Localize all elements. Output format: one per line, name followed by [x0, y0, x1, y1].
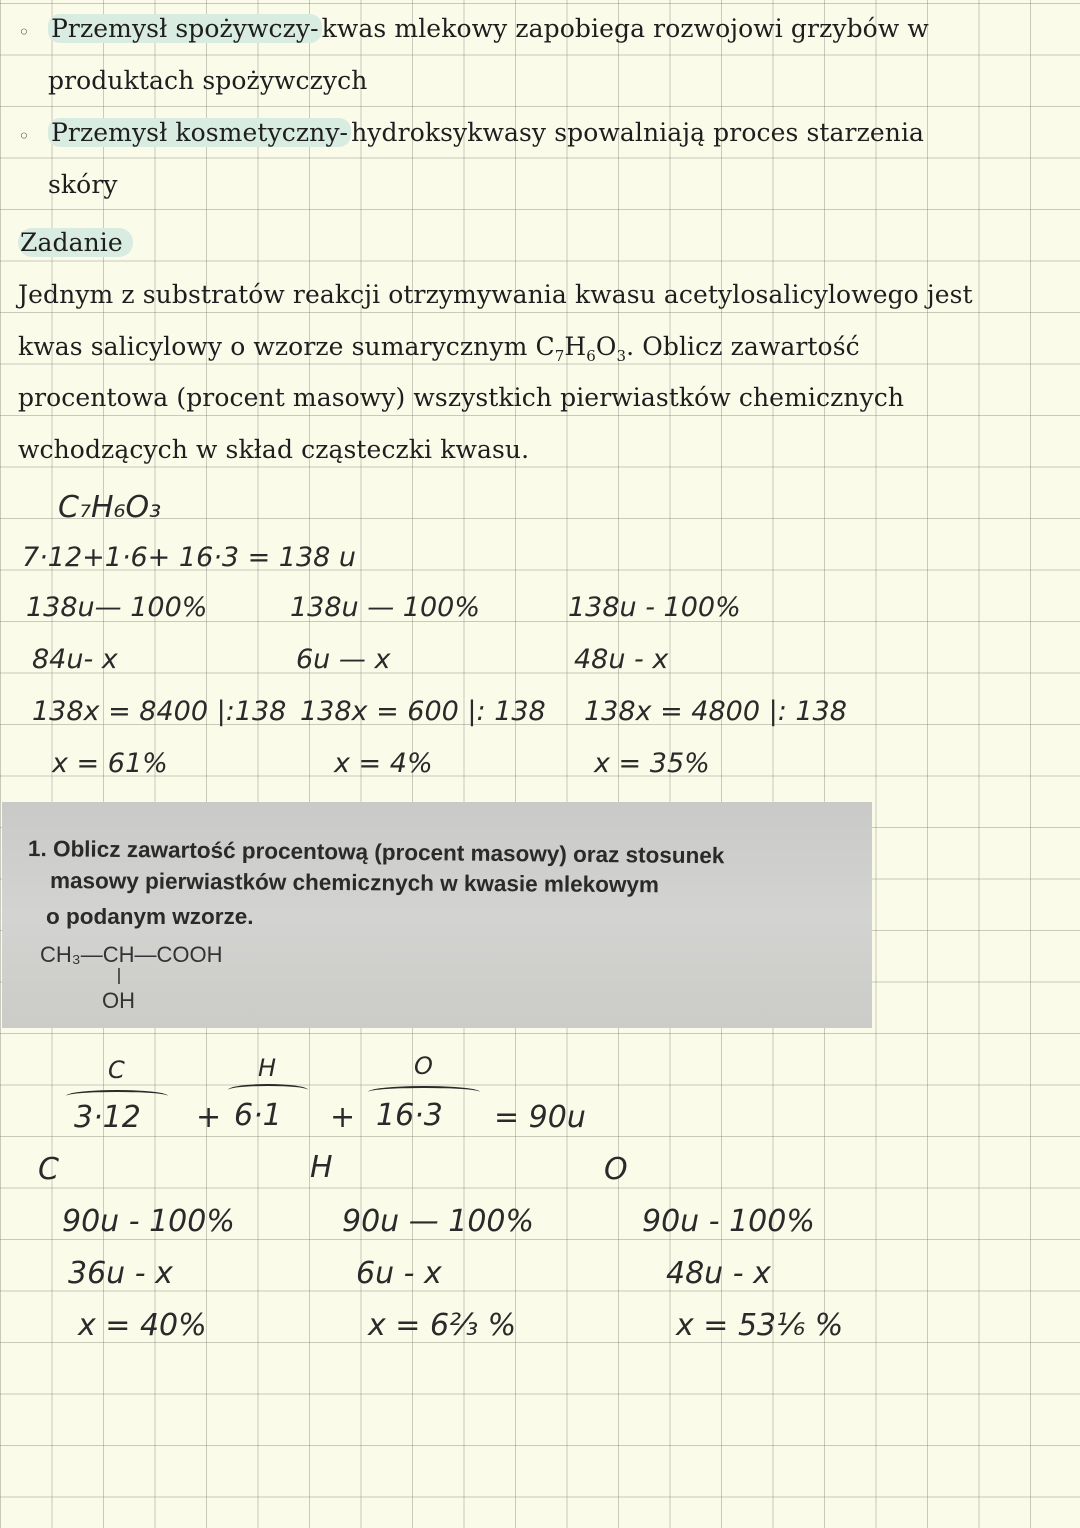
- bond-line: [118, 968, 120, 984]
- hw-label-h: H: [258, 1054, 277, 1082]
- hw-c3-a: 138u - 100%: [568, 592, 741, 623]
- hw-term-o: 16·3: [376, 1098, 443, 1133]
- hw-c3-b: 48u - x: [574, 644, 669, 675]
- hw-c3-d: x = 35%: [594, 748, 710, 779]
- hw-formula: C₇H₆O₃: [58, 490, 162, 525]
- hw-c1-c: 138x = 8400 |:138: [32, 696, 287, 727]
- brace-o: [368, 1086, 480, 1098]
- lactic-formula-oh: OH: [102, 988, 135, 1013]
- highlight: Przemysł kosmetyczny-: [48, 118, 351, 147]
- hw-c1-a: 138u— 100%: [26, 592, 208, 623]
- task-line-2-tail: . Oblicz zawartość: [626, 332, 860, 361]
- hw-c1-b: 84u- x: [32, 644, 118, 675]
- hw-c2-c: 138x = 600 |: 138: [300, 696, 546, 727]
- hw2-c3-b: 48u - x: [666, 1256, 771, 1291]
- hw-col-o: O: [604, 1152, 628, 1187]
- hw-plus-1: +: [196, 1100, 222, 1135]
- task-line-4: wchodzących w skład cząsteczki kwasu.: [18, 435, 530, 464]
- highlight: Przemysł spożywczy-: [48, 14, 322, 43]
- hw-molar-sum: 7·12+1·6+ 16·3 = 138 u: [22, 542, 357, 573]
- task-heading-text: Zadanie: [18, 228, 133, 257]
- hw2-c1-b: 36u - x: [68, 1256, 173, 1291]
- hw2-c3-c: x = 53⅙ %: [676, 1308, 844, 1343]
- task-line-1: Jednym z substratów reakcji otrzymywania kwasu acetylosalicylowego jest: [18, 280, 973, 309]
- hw-plus-2: +: [330, 1100, 356, 1135]
- textbook-photo: [2, 802, 872, 1028]
- hw-c2-d: x = 4%: [334, 748, 433, 779]
- lactic-formula-top: CH₃—CH—COOH: [40, 942, 223, 967]
- question-line-3: o podanym wzorze.: [46, 904, 254, 929]
- question-line-2: masowy pierwiastków chemicznych w kwasie mlekowym: [49, 868, 660, 898]
- brace-h: [228, 1084, 308, 1096]
- hw2-c1-c: x = 40%: [78, 1308, 207, 1343]
- hw2-c2-b: 6u - x: [356, 1256, 442, 1291]
- bullet-line-2: produktach spożywczych: [48, 66, 368, 95]
- task-line-2: [18, 332, 860, 365]
- bullet-line: [48, 118, 924, 147]
- bullet-line: [48, 14, 929, 43]
- hw2-c3-a: 90u - 100%: [642, 1204, 815, 1239]
- bullet-line-2: skóry: [48, 170, 118, 199]
- question-line-1: 1. Oblicz zawartość procentową (procent masowy) oraz stosunek: [27, 836, 725, 869]
- hw-col-h: H: [310, 1150, 333, 1185]
- hw2-c2-a: 90u — 100%: [342, 1204, 535, 1239]
- hw-term-c: 3·12: [74, 1100, 141, 1135]
- hw-term-h: 6·1: [234, 1098, 282, 1133]
- bullet-icon: ◦: [18, 20, 30, 44]
- hw-col-c: C: [38, 1152, 59, 1187]
- hw2-c2-c: x = 6⅔ %: [368, 1308, 517, 1343]
- hw-c1-d: x = 61%: [52, 748, 168, 779]
- bullet-text: hydroksykwasy spowalniają proces starzenia: [351, 118, 925, 147]
- hw2-c1-a: 90u - 100%: [62, 1204, 235, 1239]
- bullet-text: kwas mlekowy zapobiega rozwojowi grzybów w: [321, 14, 929, 43]
- hw-c2-a: 138u — 100%: [290, 592, 481, 623]
- hw-c2-b: 6u — x: [296, 644, 391, 675]
- hw-c3-c: 138x = 4800 |: 138: [584, 696, 847, 727]
- task-line-2-text: kwas salicylowy o wzorze sumarycznym: [18, 332, 528, 361]
- hw-total: = 90u: [494, 1100, 586, 1135]
- bullet-icon: ◦: [18, 124, 30, 148]
- hw-label-o: O: [414, 1052, 433, 1080]
- task-heading: [18, 228, 133, 257]
- hw-label-c: C: [108, 1056, 125, 1084]
- task-line-3: procentowa (procent masowy) wszystkich pierwiastków chemicznych: [18, 383, 905, 412]
- salicylic-formula: $C_7H_6O_3$: [535, 332, 627, 365]
